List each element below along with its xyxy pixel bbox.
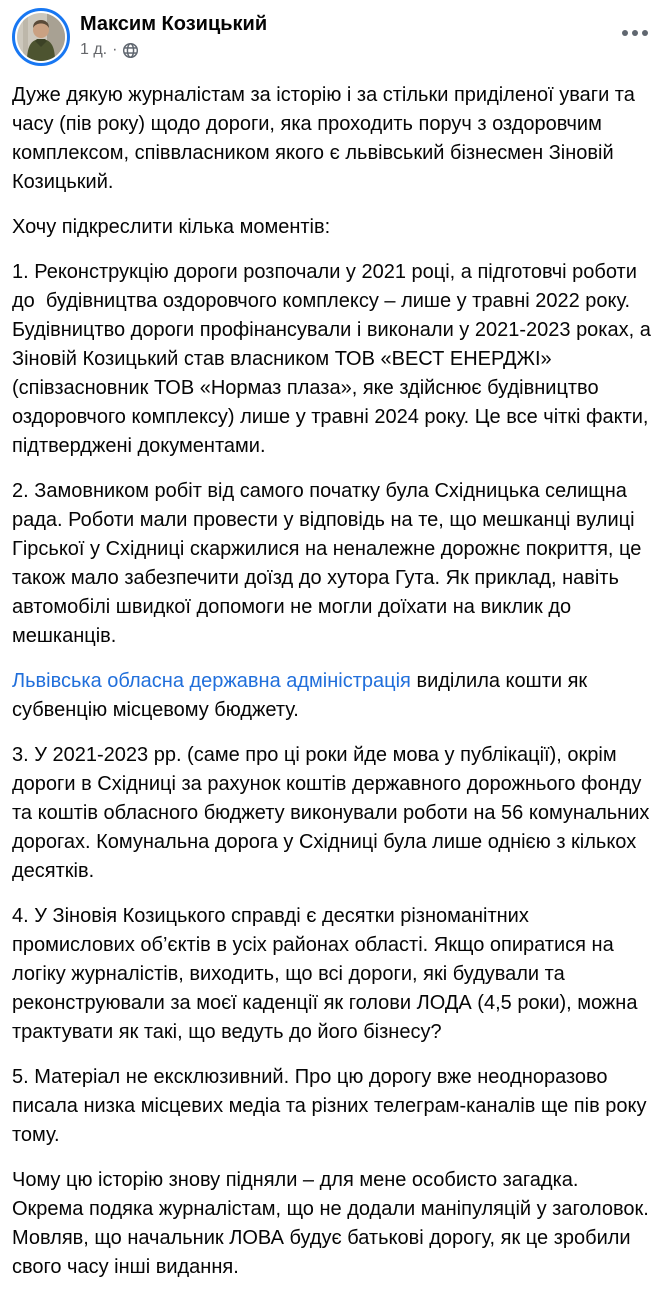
ellipsis-icon (632, 30, 638, 36)
ellipsis-icon (642, 30, 648, 36)
avatar-image (17, 13, 65, 61)
globe-icon (122, 42, 139, 59)
header-text (80, 8, 267, 59)
post-paragraph: 3. У 2021-2023 рр. (саме про ці роки йде мова у публікації), окрім дороги в Східниці за рахунок коштів державного дорожнього фонду та коштів обласного бюджету виконували роботи на 56 комунальних дорогах. Комунальна дорога у Східниці була лише однією з кількох десятків. (12, 744, 655, 882)
post-body (12, 81, 657, 1308)
post-paragraph: 2. Замовником робіт від самого початку була Східницька селищна рада. Роботи мали провести у відповідь на те, що мешканці вулиці Гірської у Східниці скаржилися на неналежне дорожнє покриття, це також мало забезпечити доїзд до хутора Гута. Як приклад, навіть автомобілі швидкої допомоги не могли доїхати на виклик до мешканців. (12, 480, 647, 647)
post-paragraph: 5. Матеріал не ексклюзивний. Про цю дорогу вже неодноразово писала низка місцевих медіа та різних телеграм-каналів ще пів року тому. (12, 1066, 653, 1146)
post-header (12, 8, 652, 66)
ellipsis-icon (622, 30, 628, 36)
avatar-photo (17, 13, 65, 61)
post-paragraph: Дуже дякую журналістам за історію і за стільки приділеної уваги та часу (пів року) щодо дороги, яка проходить поруч з оздоровчим комплексом, співвласником якого є львівський бізнесмен Зіновій Козицький. (12, 84, 641, 193)
page-mention-link[interactable]: Львівська обласна державна адміністрація (12, 670, 411, 692)
post-paragraph (12, 667, 652, 725)
meta-separator: · (112, 41, 118, 58)
post-paragraph: 1. Реконструкцію дороги розпочали у 2021 році, а підготовчі роботи до будівництва оздоровчого комплексу – лише у травні 2022 року. Будівництво дороги профінансували і виконали у 2021-2023 роках, а Зіновій Козицький став власником ТОВ «ВЕСТ ЕНЕРДЖІ» (співзасновник ТОВ «Нормаз плаза», яке здійснює будівництво оздоровчого комплексу) лише у травні 2024 року. Це все чіткі факти, підтверджені документами. (12, 261, 657, 457)
paragraph-text: виділила кошти як субвенцію місцевому бюджету. (12, 670, 593, 721)
avatar[interactable] (12, 8, 70, 66)
post-paragraph: Хочу підкреслити кілька моментів: (12, 216, 331, 238)
author-name[interactable]: Максим Козицький (80, 13, 268, 35)
post-paragraph: Чому цю історію знову підняли – для мене особисто загадка. Окрема подяка журналістам, що не додали маніпуляцій у заголовок. Мовляв, що начальник ЛОВА будує батькові дорогу, як це зробили свого часу інші видання. (12, 1169, 655, 1278)
post-menu-button[interactable] (618, 22, 652, 44)
post-timestamp[interactable]: 1 д. (80, 41, 108, 58)
post-meta (80, 40, 267, 59)
post-paragraph: 4. У Зіновія Козицького справді є десятки різноманітних промислових об’єктів в усіх районах області. Якщо опиратися на логіку журналістів, виходить, що всі дороги, які будували та реконструювали за моєї каденції як голови ЛОДА (4,5 роки), можна трактувати як такі, що ведуть до його бізнесу? (12, 905, 644, 1043)
